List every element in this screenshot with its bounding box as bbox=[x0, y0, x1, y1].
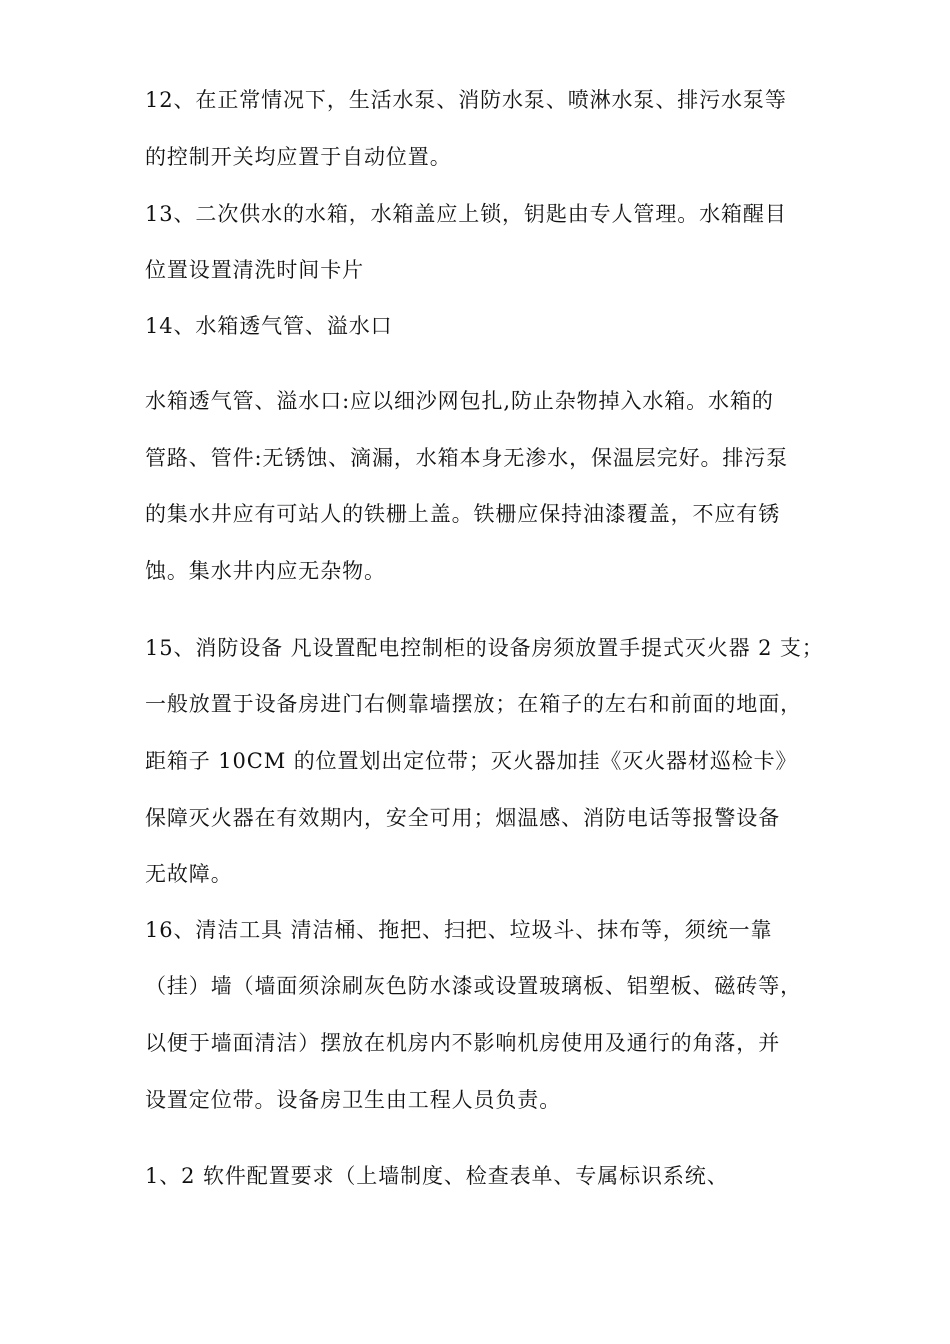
text-line-item-12-b: 的控制开关均应置于自动位置。 bbox=[145, 145, 452, 169]
text-line-item-14-body-a: 水箱透气管、溢水口:应以细沙网包扎,防止杂物掉入水箱。水箱的 bbox=[145, 389, 774, 413]
text-line-item-15-b: 一般放置于设备房进门右侧靠墙摆放；在箱子的左右和前面的地面， bbox=[145, 692, 802, 716]
text-line-item-16-c: 以便于墙面清洁）摆放在机房内不影响机房使用及通行的角落，并 bbox=[145, 1031, 781, 1055]
text-line-item-13-a: 13、二次供水的水箱，水箱盖应上锁，钥匙由专人管理。水箱醒目 bbox=[145, 202, 787, 226]
text-line-item-14-body-d: 蚀。集水井内应无杂物。 bbox=[145, 559, 386, 583]
text-line-item-15-a: 15、消防设备 凡设置配电控制柜的设备房须放置手提式灭火器 2 支； bbox=[145, 636, 824, 660]
text-line-item-14-body-c: 的集水井应有可站人的铁栅上盖。铁栅应保持油漆覆盖，不应有锈 bbox=[145, 502, 781, 526]
text-line-item-16-a: 16、清洁工具 清洁桶、拖把、扫把、垃圾斗、抹布等，须统一靠 bbox=[145, 918, 773, 942]
text-line-item-14-heading: 14、水箱透气管、溢水口 bbox=[145, 314, 393, 338]
text-line-item-12-a: 12、在正常情况下，生活水泵、消防水泵、喷淋水泵、排污水泵等 bbox=[145, 88, 787, 112]
text-line-item-15-d: 保障灭火器在有效期内，安全可用；烟温感、消防电话等报警设备 bbox=[145, 806, 781, 830]
text-line-item-16-d: 设置定位带。设备房卫生由工程人员负责。 bbox=[145, 1088, 562, 1112]
text-line-section-1-2: 1、2 软件配置要求（上墙制度、检查表单、专属标识系统、 bbox=[145, 1164, 729, 1188]
text-line-item-14-body-b: 管路、管件:无锈蚀、滴漏，水箱本身无渗水，保温层完好。排污泵 bbox=[145, 446, 789, 470]
text-line-item-16-b: （挂）墙（墙面须涂刷灰色防水漆或设置玻璃板、铝塑板、磁砖等， bbox=[145, 974, 802, 998]
text-line-item-15-e: 无故障。 bbox=[145, 862, 233, 886]
text-line-item-15-c: 距箱子 10CM 的位置划出定位带；灭火器加挂《灭火器材巡检卡》 bbox=[145, 749, 798, 773]
text-line-item-13-b: 位置设置清洗时间卡片 bbox=[145, 258, 364, 282]
